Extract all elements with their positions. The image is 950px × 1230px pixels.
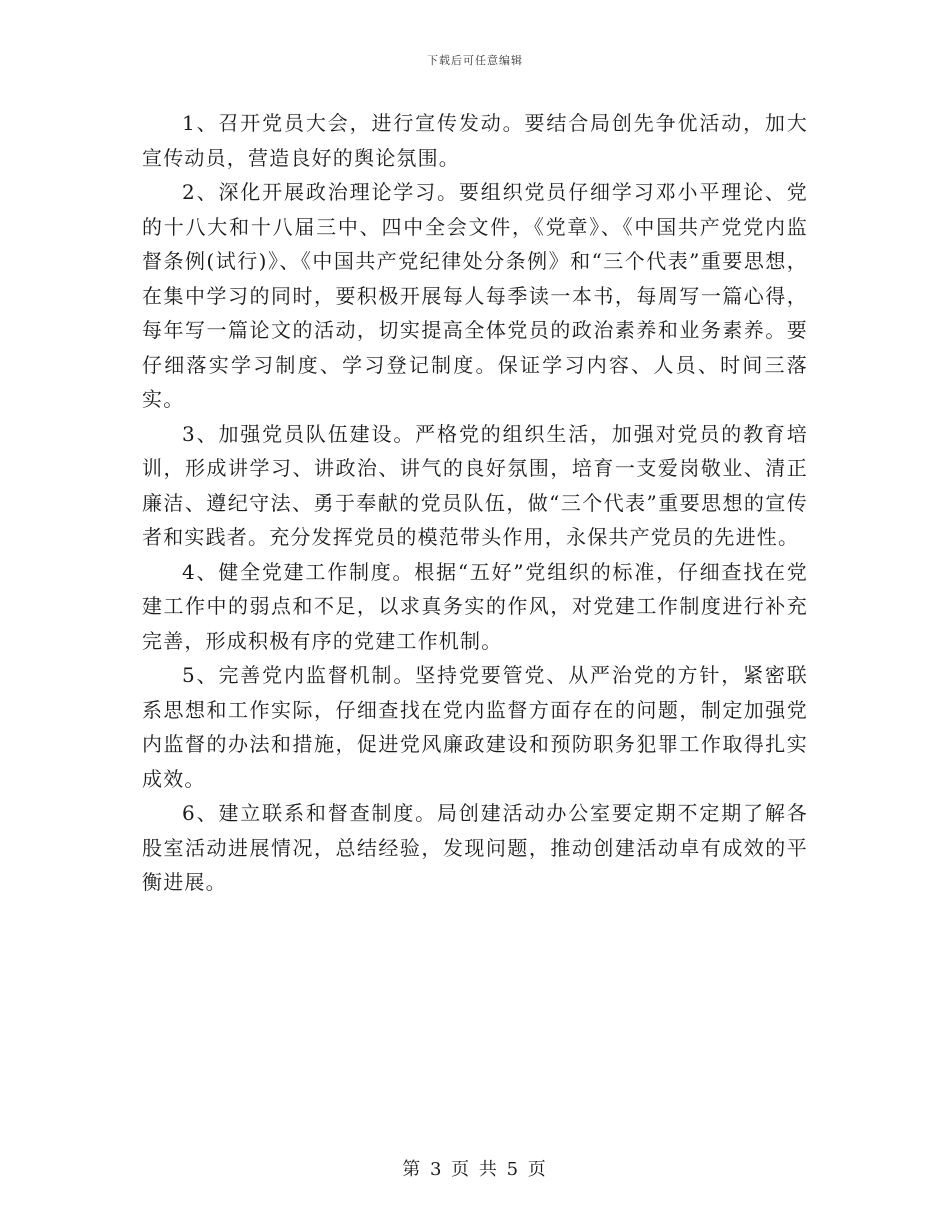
paragraph-1: 1、召开党员大会，进行宣传发动。要结合局创先争优活动，加大宣传动员，营造良好的舆论氛围。 (142, 111, 808, 170)
paragraph-3: 3、加强党员队伍建设。严格党的组织生活，加强对党员的教育培训，形成讲学习、讲政治、讲气的良好氛围，培育一支爱岗敬业、清正廉洁、遵纪守法、勇于奉献的党员队伍，做“三个代表”重要思想的宣传者和实践者。充分发挥党员的模范带头作用，永保共产党员的先进性。 (142, 421, 808, 549)
document-body (142, 106, 808, 900)
page-header: 下载后可任意编辑 (427, 54, 523, 67)
paragraph-6: 6、建立联系和督查制度。局创建活动办公室要定期不定期了解各股室活动进展情况，总结经验，发现问题，推动创建活动卓有成效的平衡进展。 (142, 801, 808, 894)
paragraph-4: 4、健全党建工作制度。根据“五好”党组织的标准，仔细查找在党建工作中的弱点和不足，以求真务实的作风，对党建工作制度进行补充完善，形成积极有序的党建工作机制。 (142, 559, 808, 653)
paragraph-5: 5、完善党内监督机制。坚持党要管党、从严治党的方针，紧密联系思想和工作实际，仔细查找在党内监督方面存在的问题，制定加强党内监督的办法和措施，促进党风廉政建设和预防职务犯罪工作取得扎实成效。 (142, 663, 808, 791)
paragraph-2: 2、深化开展政治理论学习。要组织党员仔细学习邓小平理论、党的十八大和十八届三中、四中全会文件，《党章》、《中国共产党党内监督条例(试行)》、《中国共产党纪律处分条例》和“三个代表”重要思想，在集中学习的同时，要积极开展每人每季读一本书，每周写一篇心得，每年写一篇论文的活动，切实提高全体党员的政治素养和业务素养。要仔细落实学习制度、学习登记制度。保证学习内容、人员、时间三落实。 (142, 180, 808, 411)
page-footer: 第 3 页 共 5 页 (402, 1159, 548, 1180)
